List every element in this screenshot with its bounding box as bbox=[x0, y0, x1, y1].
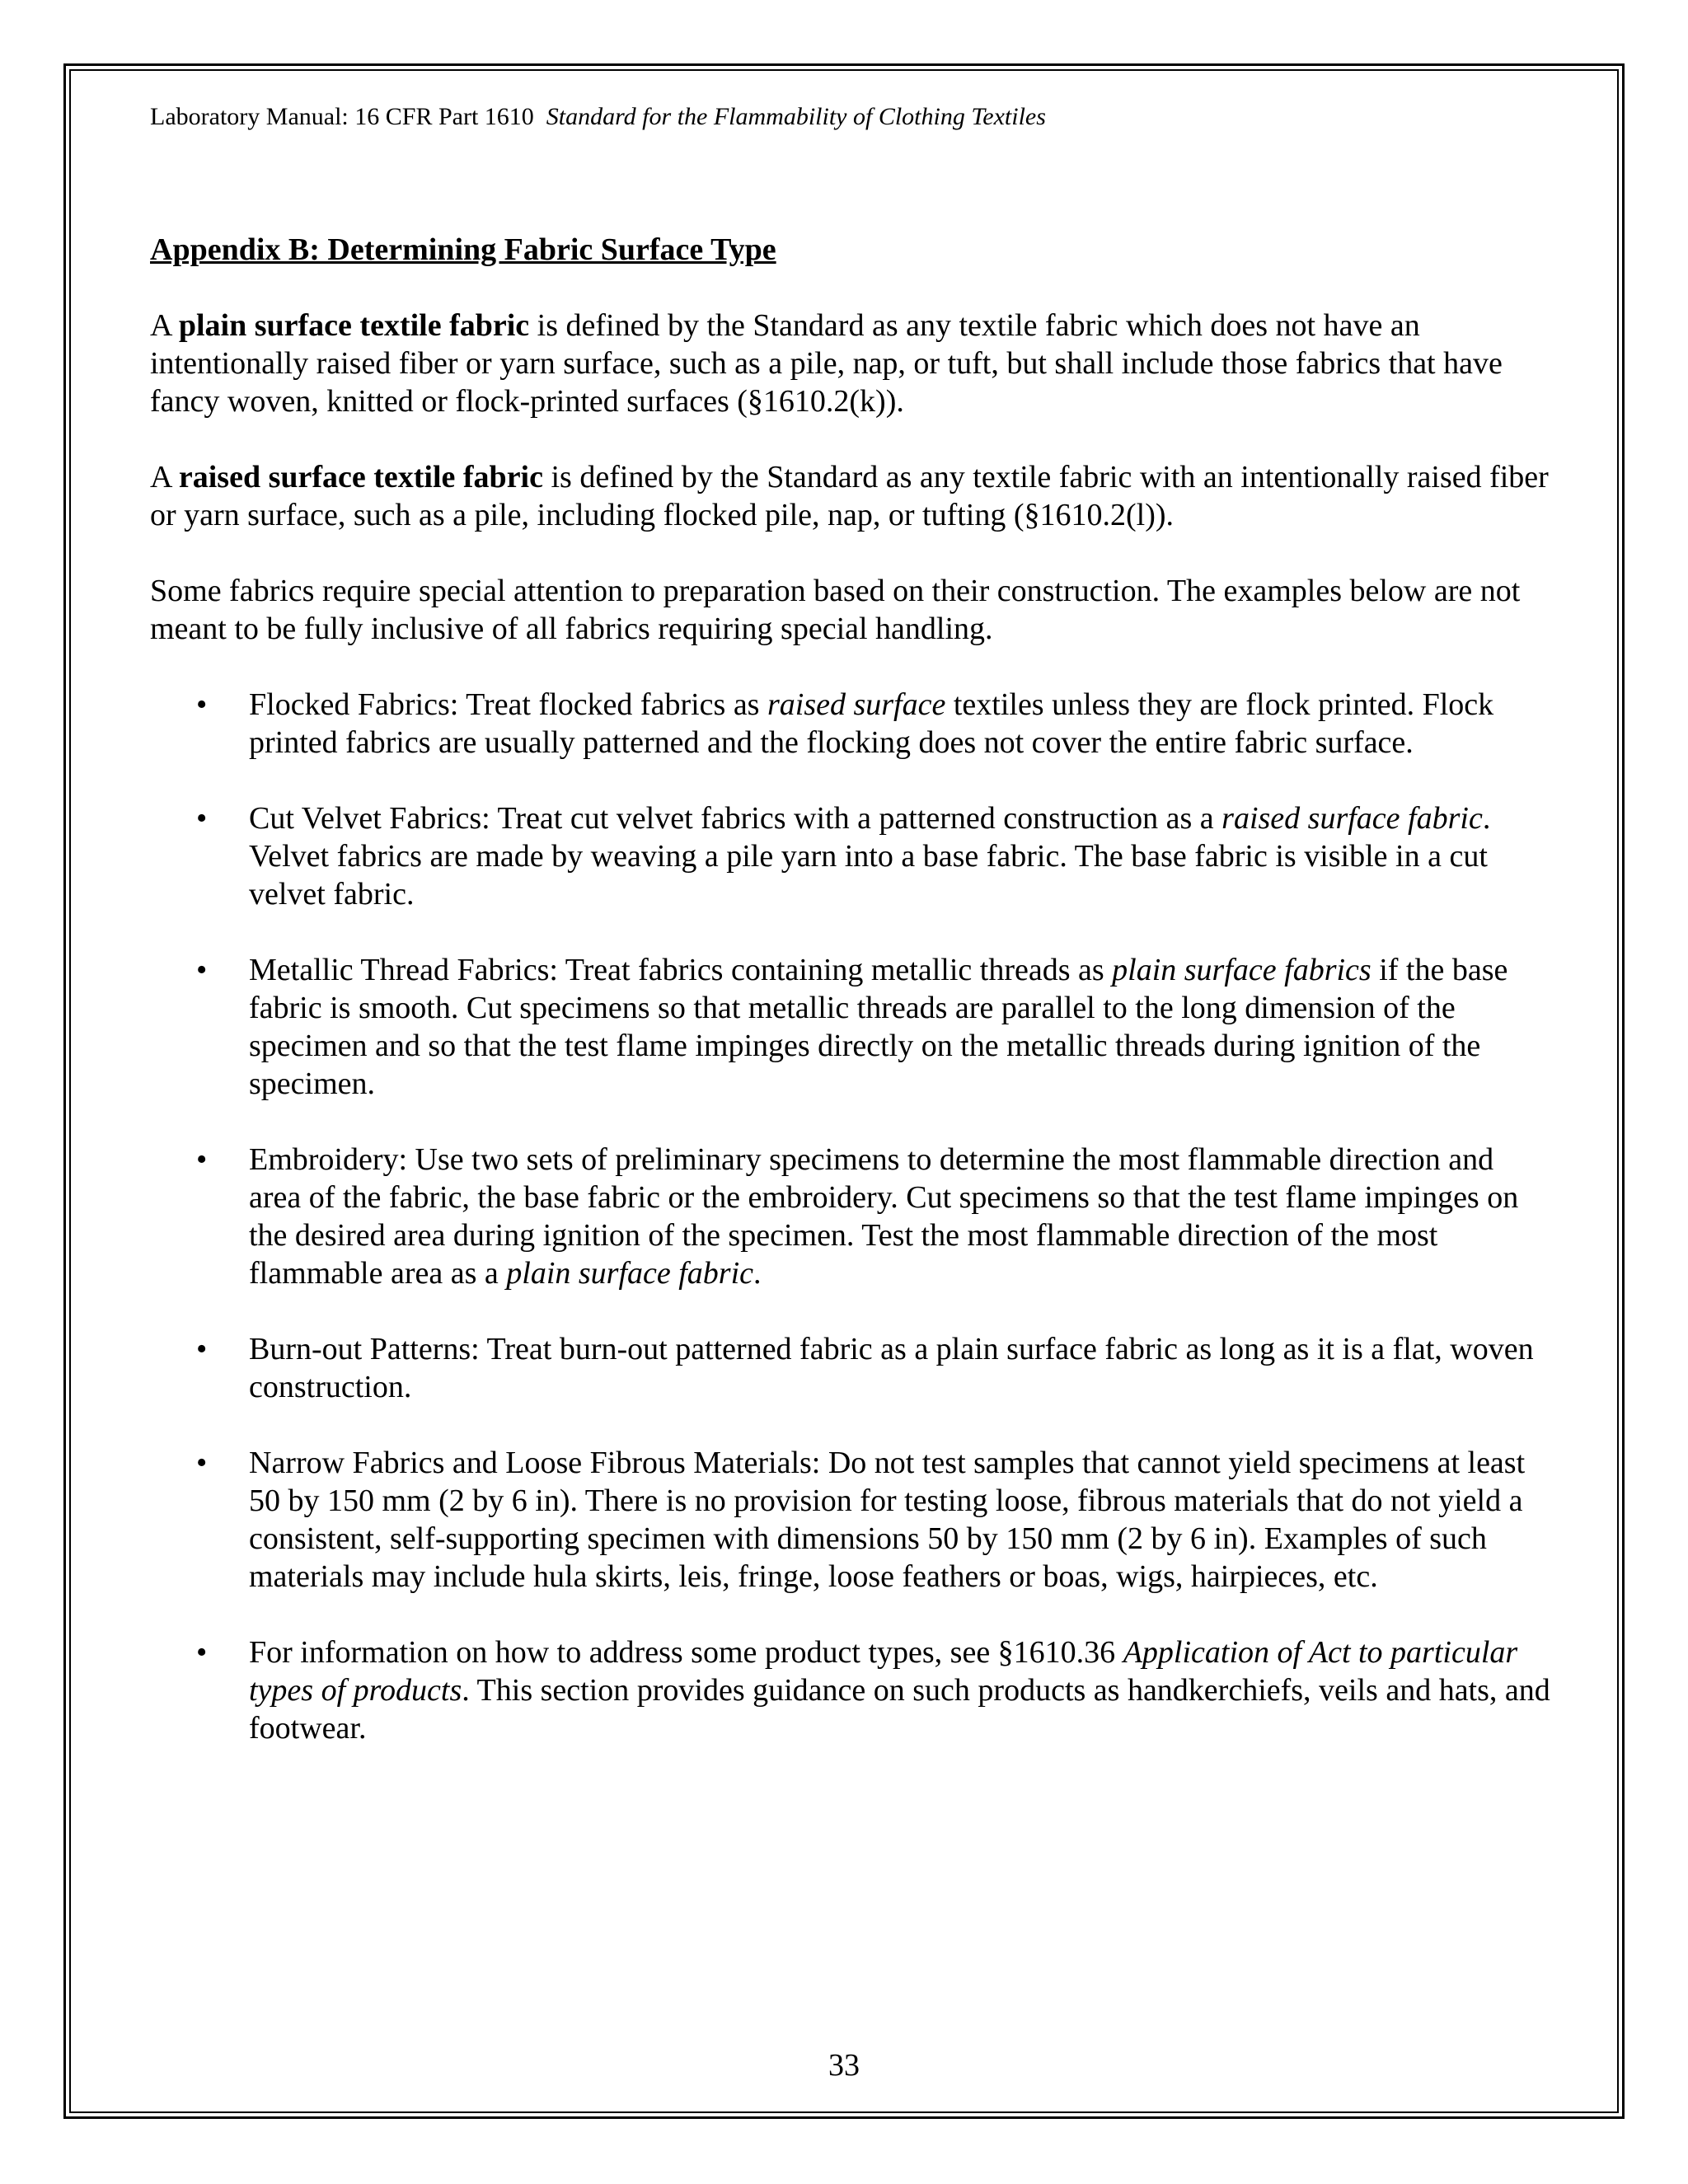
appendix-title: Appendix B: Determining Fabric Surface Type bbox=[150, 232, 776, 267]
fabric-examples-list bbox=[150, 686, 1551, 1747]
para2-text: is defined by the Standard as any textile fabric with an intentionally raised fiber or yarn surface, such as a pile, including flocked pile, nap, or tufting (§1610.2(l)). bbox=[150, 460, 1549, 532]
list-item-narrow-fabrics bbox=[150, 1444, 1551, 1596]
list-item-text: Flocked Fabrics: Treat flocked fabrics as bbox=[249, 687, 767, 722]
list-item-text: . This section provides guidance on such products as handkerchiefs, veils and hats, and footwear. bbox=[249, 1673, 1550, 1746]
list-item-italic: raised surface fabric bbox=[1221, 801, 1483, 836]
list-item-italic: raised surface bbox=[767, 687, 946, 722]
bullet-icon: • bbox=[196, 1446, 208, 1480]
para2-term: raised surface textile fabric bbox=[178, 460, 543, 494]
para1-lead: A bbox=[150, 308, 179, 343]
list-item-text: Burn-out Patterns: Treat burn-out patterned fabric as a plain surface fabric as long as it is a flat, woven construction. bbox=[249, 1332, 1534, 1404]
page-content bbox=[150, 231, 1551, 1785]
list-item-text: textiles unless they are flock printed. Flock printed fabrics are usually patterned and the flocking does not cover the entire fabric surface. bbox=[249, 687, 1494, 760]
list-item-italic: Application of Act to particular types of products bbox=[249, 1635, 1518, 1708]
para1-term: plain surface textile fabric bbox=[178, 308, 530, 343]
list-item-italic: plain surface fabric bbox=[506, 1256, 754, 1291]
running-header bbox=[150, 97, 1046, 137]
list-item-text: . bbox=[753, 1256, 762, 1291]
header-prefix: Laboratory Manual: 16 CFR Part 1610 bbox=[150, 103, 534, 130]
list-item-cut-velvet bbox=[150, 799, 1551, 913]
list-item-text: . Velvet fabrics are made by weaving a pile yarn into a base fabric. The base fabric is visible in a cut velvet fabric. bbox=[249, 801, 1491, 912]
plain-surface-definition bbox=[150, 307, 1551, 420]
bullet-icon: • bbox=[196, 687, 208, 722]
list-item-burn-out bbox=[150, 1330, 1551, 1406]
list-item-flocked bbox=[150, 686, 1551, 762]
list-item-text: For information on how to address some product types, see §1610.36 bbox=[249, 1635, 1123, 1670]
raised-surface-definition bbox=[150, 458, 1551, 534]
special-attention-paragraph: Some fabrics require special attention to preparation based on their construction. The examples below are not meant to be fully inclusive of all fabrics requiring special handling. bbox=[150, 574, 1521, 646]
list-item-text: Narrow Fabrics and Loose Fibrous Materials: Do not test samples that cannot yield specimens at least 50 by 150 mm (2 by 6 in). There is no provision for testing loose, fibrous materials that do not yield a consistent, self-supporting specimen with dimensions 50 by 150 mm (2 by 6 in). Examples of such materials may include hula skirts, leis, fringe, loose feathers or boas, wigs, hairpieces, etc. bbox=[249, 1446, 1526, 1594]
page-number: 33 bbox=[828, 2048, 860, 2083]
list-item-text: Cut Velvet Fabrics: Treat cut velvet fabrics with a patterned construction as a bbox=[249, 801, 1222, 836]
list-item-text: Metallic Thread Fabrics: Treat fabrics containing metallic threads as bbox=[249, 953, 1113, 987]
para1-text: is defined by the Standard as any textile fabric which does not have an intentionally raised fiber or yarn surface, such as a pile, nap, or tuft, but shall include those fabrics that have fancy woven, knitted or flock-printed surfaces (§1610.2(k)). bbox=[150, 308, 1503, 419]
header-title: Standard for the Flammability of Clothing Textiles bbox=[546, 103, 1046, 130]
list-item-italic: plain surface fabrics bbox=[1112, 953, 1372, 987]
bullet-icon: • bbox=[196, 1635, 208, 1670]
bullet-icon: • bbox=[196, 953, 208, 987]
list-item-text: Embroidery: Use two sets of preliminary specimens to determine the most flammable direction and area of the fabric, the base fabric or the embroidery. Cut specimens so that the test flame impinges on the desired area during ignition of the specimen. Test the most flammable direction of the most flammable area as a bbox=[249, 1142, 1519, 1291]
bullet-icon: • bbox=[196, 1142, 208, 1177]
bullet-icon: • bbox=[196, 1332, 208, 1366]
list-item-product-types bbox=[150, 1633, 1551, 1747]
bullet-icon: • bbox=[196, 801, 208, 836]
list-item-embroidery bbox=[150, 1141, 1551, 1292]
list-item-metallic-thread bbox=[150, 951, 1551, 1103]
para2-lead: A bbox=[150, 460, 179, 494]
list-item-text: if the base fabric is smooth. Cut specimens so that metallic threads are parallel to the long dimension of the specimen and so that the test flame impinges directly on the metallic threads during ignition of the specimen. bbox=[249, 953, 1508, 1101]
